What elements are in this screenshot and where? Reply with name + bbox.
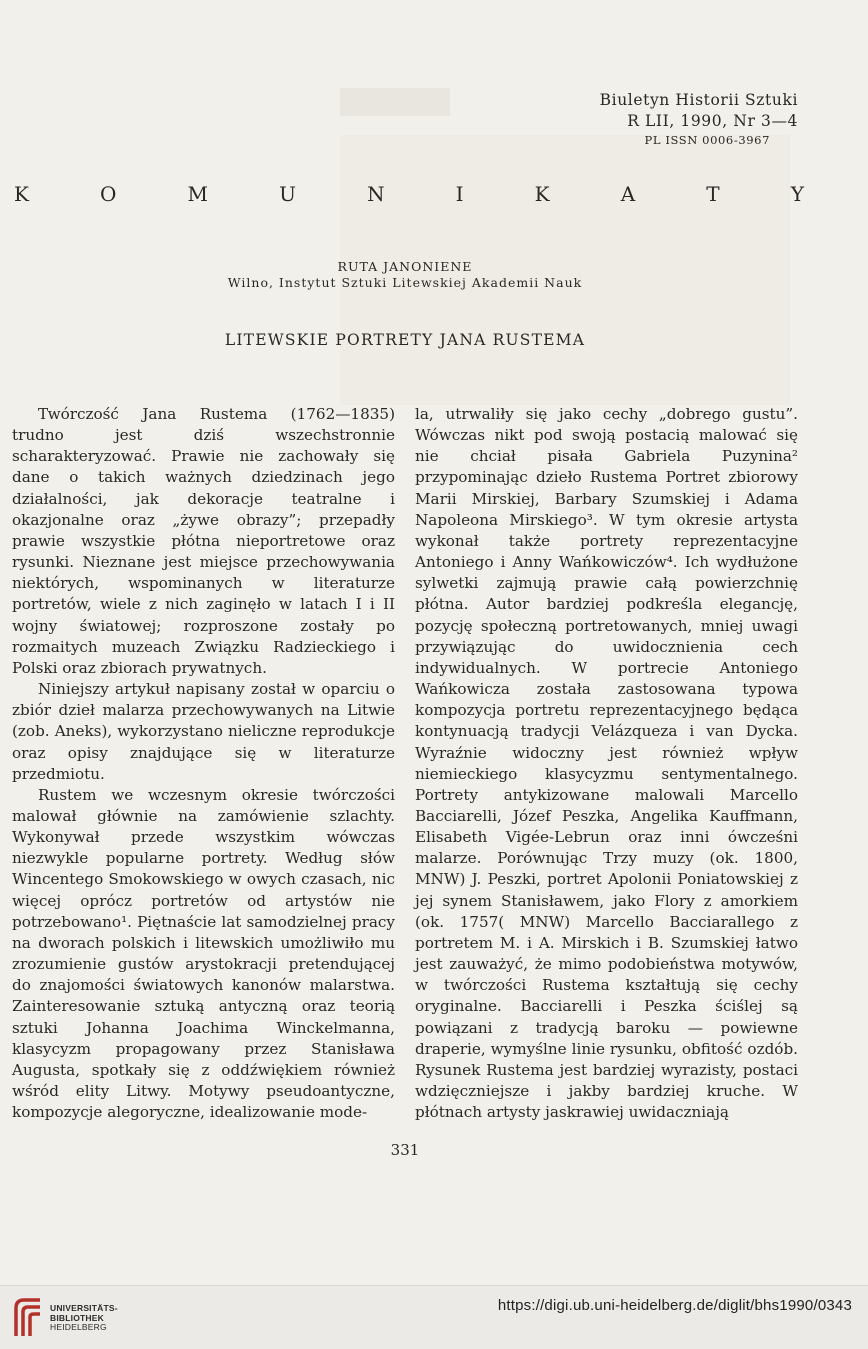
section-letter: N	[367, 182, 385, 206]
author-affiliation: Wilno, Instytut Sztuki Litewskiej Akademii Nauk	[227, 275, 583, 290]
text-column-right	[415, 404, 798, 1123]
section-letter: U	[279, 182, 296, 206]
section-letter: M	[187, 182, 209, 206]
article-title: LITEWSKIE PORTRETY JANA RUSTEMA	[224, 331, 586, 349]
text-column-left	[12, 404, 395, 1123]
author-block	[0, 259, 810, 291]
library-name[interactable]	[50, 1304, 118, 1333]
viewer-footer	[0, 1285, 868, 1349]
author-name: RUTA JANONIENE	[337, 259, 473, 274]
section-letter: Y	[790, 182, 804, 206]
paragraph: la, utrwaliły się jako cechy „dobrego gustu”. Wówczas nikt pod swoją postacią malować się nie chciał pisała Gabriela Puzynina² przypominając dzieło Rustema Portret zbiorowy Marii Mirskiej, Barbary Szumskiej i Adama Napoleona Mirskiego³. W tym okresie artysta wykonał także portrety reprezentacyjne Antoniego i Anny Wańkowiczów⁴. Ich wydłużone sylwetki zajmują prawie całą powierzchnię płótna. Autor bardziej podkreśla elegancję, pozycję społeczną portretowanych, mniej uwagi przywiązując do uwidocznienia cech indywidualnych. W portrecie Antoniego Wańkowicza została zastosowana typowa kompozycja portretu reprezentacyjnego będąca kontynuacją tradycji Velázqueza i van Dycka. Wyraźnie widoczny jest również wpływ niemieckiego klasycyzmu sentymentalnego. Portrety antykizowane malowali Marcello Bacciarelli, Józef Peszka, Angelika Kauffmann, Elisabeth Vigée-Lebrun oraz inni ówcześni malarze. Porównując Trzy muzy (ok. 1800, MNW) J. Peszki, portret Apolonii Poniatowskiej z jej synem Stanisławem, jako Flory z amorkiem (ok. 1757( MNW) Marcello Bacciarallego z portretem M. i A. Mirskich i B. Szumskiej łatwo jest zauważyć, że mimo podobieństwa motywów, w twórczości Rustema kształtują się cechy oryginalne. Bacciarelli i Peszka ściślej są powiązani z tradycją baroku — powiewne draperie, wymyślne linie rysunku, obfitość ozdób. Rysunek Rustema jest bardziej wyrazisty, postaci wdzięczniejsze i jakby bardziej kruche. W płótnach artysty jaskrawiej uwidaczniają	[415, 405, 798, 1122]
library-name-line: HEIDELBERG	[50, 1322, 107, 1332]
journal-volume: R LII, 1990, Nr 3—4	[627, 112, 798, 130]
library-name-line: UNIVERSITÄTS-	[50, 1303, 118, 1313]
bleed-through	[340, 88, 450, 116]
section-letter: K	[14, 182, 29, 206]
library-name-line: BIBLIOTHEK	[50, 1312, 104, 1323]
journal-issn: PL ISSN 0006-3967	[644, 133, 770, 147]
section-letter: I	[455, 182, 464, 206]
journal-header	[600, 90, 798, 148]
page-number: 331	[390, 1141, 420, 1159]
section-letter: T	[706, 182, 720, 206]
university-library-logo-icon	[10, 1296, 46, 1338]
paragraph: Twórczość Jana Rustema (1762—1835) trudno jest dziś wszechstronnie scharakteryzować. Prawie nie zachowały się dane o takich ważnych dziedzinach jego działalności, jak dekoracje teatralne i okazjonalne oraz „żywe obrazy”; przepadły prawie wszystkie płótna nieportretowe oraz rysunki. Nieznane jest miejsce przechowywania niektórych, wspominanych w literaturze portretów, wiele z nich zaginęło w latach I i II wojny światowej; rozproszone zostały po rozmaitych muzeach Związku Radzieckiego i Polski oraz zbiorach prywatnych.	[12, 405, 395, 677]
permalink-url[interactable]: https://digi.ub.uni-heidelberg.de/diglit/bhs1990/0343	[497, 1297, 852, 1314]
section-letter: K	[534, 182, 550, 206]
paragraph: Niniejszy artykuł napisany został w oparciu o zbiór dzieł malarza przechowywanych na Litwie (zob. Aneks), wykorzystano nieliczne reprodukcje oraz opisy znajdujące się w literaturze przedmiotu.	[12, 680, 395, 783]
section-letter: O	[100, 182, 117, 206]
section-letter: A	[620, 182, 636, 206]
section-heading	[14, 182, 804, 206]
journal-name: Biuletyn Historii Sztuki	[599, 91, 798, 109]
paragraph: Rustem we wczesnym okresie twórczości malował głównie na zamówienie szlachty. Wykonywał przede wszystkim wówczas niezwykle popularne portrety. Według słów Wincentego Smokowskiego w owych czasach, nic więcej oprócz portretów od artystów nie potrzebowano¹. Piętnaście lat samodzielnej pracy na dworach polskich i litewskich umożliwiło mu zrozumienie gustów arystokracji pretendującej do znajomości światowych kanonów malarstwa. Zainteresowanie sztuką antyczną oraz teorią sztuki Johanna Joachima Winckelmanna, klasycyzm propagowany przez Stanisława Augusta, spotkały się z oddźwiękiem również wśród elity Litwy. Motywy pseudoantyczne, kompozycje alegoryczne, idealizowanie mode-	[12, 785, 395, 1122]
